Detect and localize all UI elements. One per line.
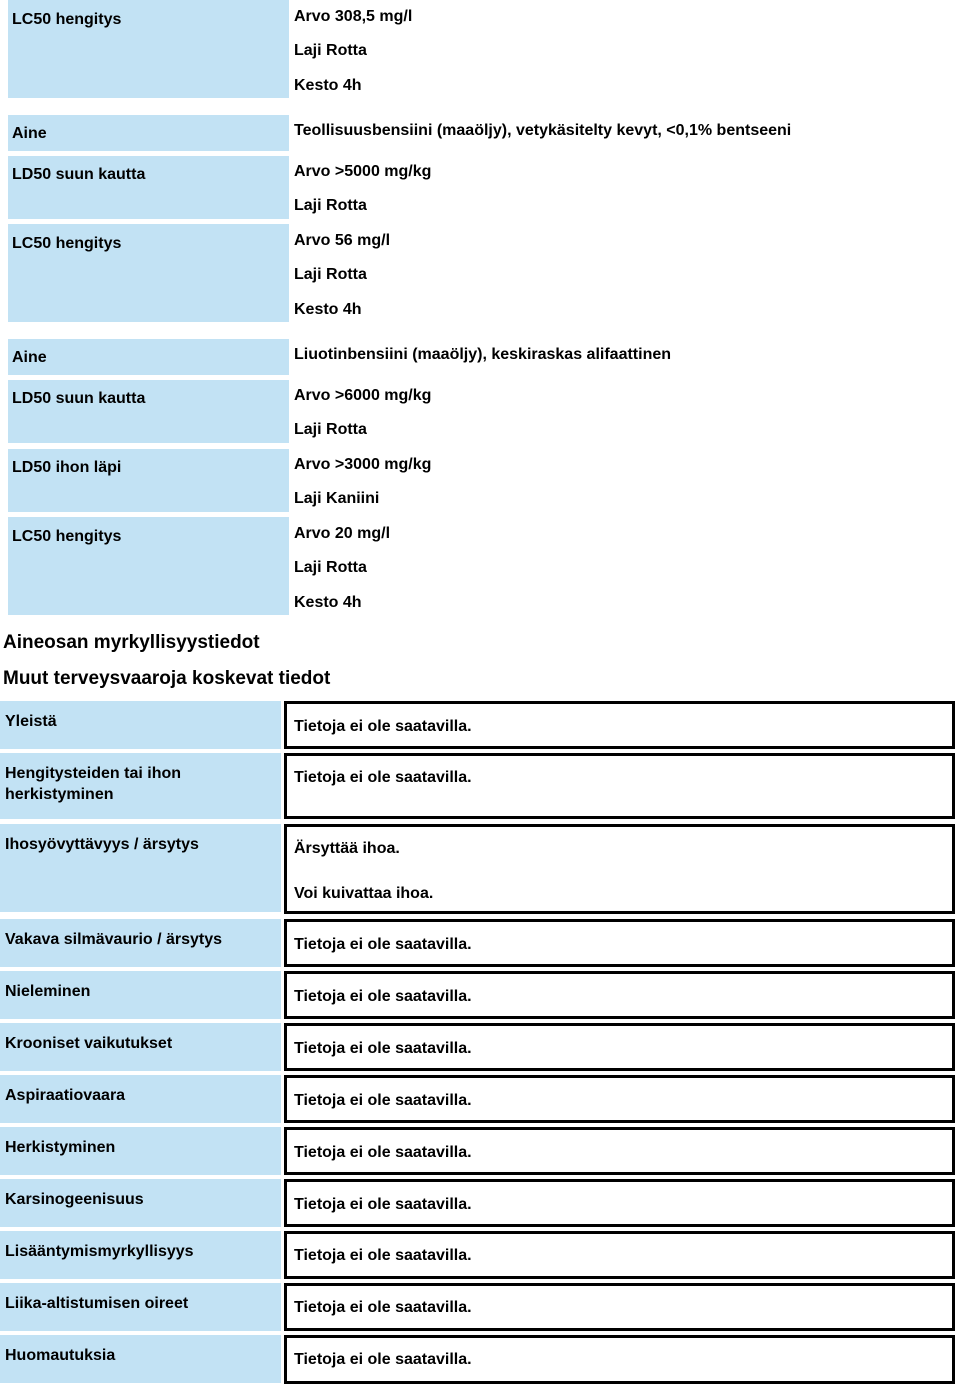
hazard-label: Lisääntymismyrkyllisyys [0, 1231, 281, 1279]
substance-label-cell [8, 339, 289, 375]
hazard-value: Tietoja ei ole saatavilla. [294, 1351, 472, 1368]
tox-value: Kesto 4h [294, 77, 362, 94]
tox-value: Laji Rotta [294, 42, 367, 59]
hazard-value: Tietoja ei ole saatavilla. [294, 1040, 472, 1057]
substance-name: Liuotinbensiini (maaöljy), keskiraskas alifaattinen [294, 346, 672, 363]
tox-label-cell [8, 449, 289, 512]
hazard-label: Aspiraatiovaara [0, 1075, 281, 1123]
hazard-label: Huomautuksia [0, 1335, 281, 1383]
hazard-value: Tietoja ei ole saatavilla. [294, 1247, 472, 1264]
tox-label: LC50 hengitys [12, 528, 122, 545]
tox-value: Laji Rotta [294, 421, 367, 438]
tox-value: Arvo 308,5 mg/l [294, 8, 413, 25]
hazard-value: Tietoja ei ole saatavilla. [294, 1144, 472, 1161]
tox-value: Laji Rotta [294, 266, 367, 283]
hazard-label: Ihosyövyttävyys / ärsytys [0, 824, 281, 912]
hazard-value: Tietoja ei ole saatavilla. [294, 936, 472, 953]
hazard-label: Hengitysteiden tai ihon herkistyminen [0, 753, 281, 819]
tox-value: Arvo >3000 mg/kg [294, 456, 432, 473]
other-health-hazards-heading: Muut terveysvaaroja koskevat tiedot [3, 668, 331, 689]
hazard-label: Nieleminen [0, 971, 281, 1019]
hazard-value: Tietoja ei ole saatavilla. [294, 718, 472, 735]
hazard-value: Tietoja ei ole saatavilla. [294, 1196, 472, 1213]
hazard-label: Herkistyminen [0, 1127, 281, 1175]
tox-value: Laji Rotta [294, 559, 367, 576]
tox-value: Laji Rotta [294, 197, 367, 214]
tox-label: LD50 ihon läpi [12, 459, 122, 476]
tox-label-cell [8, 224, 289, 322]
tox-value: Arvo 20 mg/l [294, 525, 391, 542]
tox-label: LD50 suun kautta [12, 390, 146, 407]
tox-label: LC50 hengitys [12, 235, 122, 252]
tox-value: Arvo >5000 mg/kg [294, 163, 432, 180]
hazard-label: Yleistä [0, 701, 281, 749]
substance-label-cell [8, 115, 289, 151]
tox-value: Arvo >6000 mg/kg [294, 387, 432, 404]
tox-label-cell [8, 156, 289, 219]
tox-label-cell [8, 0, 289, 98]
hazard-value: Tietoja ei ole saatavilla. [294, 988, 472, 1005]
tox-label-cell [8, 517, 289, 615]
hazard-value: Tietoja ei ole saatavilla. [294, 1092, 472, 1109]
tox-value: Laji Kaniini [294, 490, 380, 507]
component-toxicity-heading: Aineosan myrkyllisyystiedot [3, 632, 260, 653]
hazard-value: Ärsyttää ihoa. [294, 840, 400, 857]
hazard-label: Liika-altistumisen oireet [0, 1283, 281, 1331]
tox-value: Kesto 4h [294, 594, 362, 611]
hazard-label: Karsinogeenisuus [0, 1179, 281, 1227]
substance-label: Aine [12, 349, 47, 366]
tox-label-cell [8, 380, 289, 443]
tox-label: LC50 hengitys [12, 11, 122, 28]
hazard-value: Tietoja ei ole saatavilla. [294, 1299, 472, 1316]
hazard-label: Vakava silmävaurio / ärsytys [0, 919, 281, 967]
hazard-value: Voi kuivattaa ihoa. [294, 885, 434, 902]
tox-value: Arvo 56 mg/l [294, 232, 391, 249]
hazard-value: Tietoja ei ole saatavilla. [294, 769, 472, 786]
tox-label: LD50 suun kautta [12, 166, 146, 183]
substance-name: Teollisuusbensiini (maaöljy), vetykäsitelty kevyt, <0,1% bentseeni [294, 122, 792, 139]
substance-label: Aine [12, 125, 47, 142]
hazard-label: Krooniset vaikutukset [0, 1023, 281, 1071]
tox-value: Kesto 4h [294, 301, 362, 318]
